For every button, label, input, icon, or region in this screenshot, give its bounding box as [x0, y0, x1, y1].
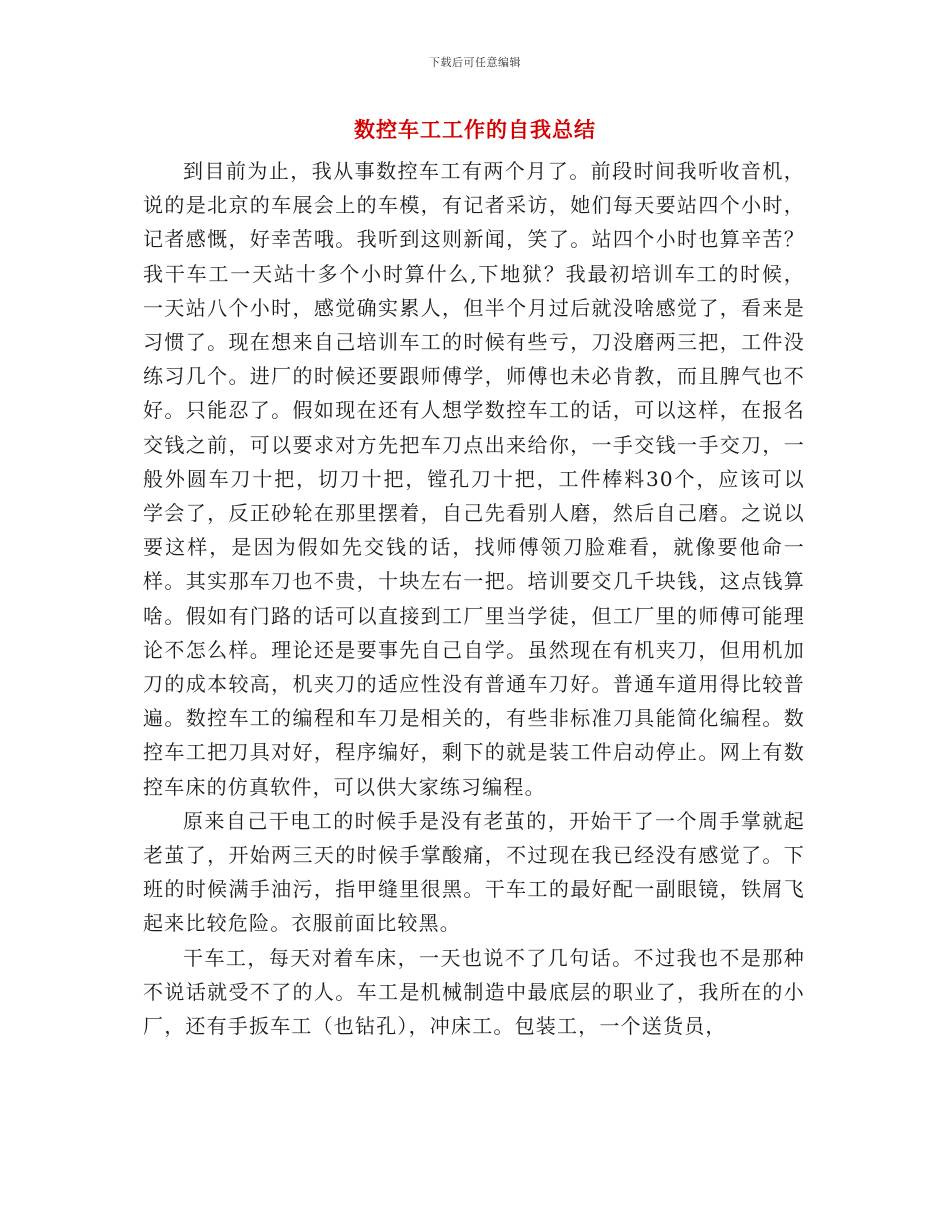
paragraph-1: 到目前为止，我从事数控车工有两个月了。前段时间我听收音机，说的是北京的车展会上的车模，有记者采访，她们每天要站四个小时，记者感慨，好幸苦哦。我听到这则新闻，笑了。站四个小时也算辛苦？我干车工一天站十多个小时算什么,下地狱？我最初培训车工的时候，一天站八个小时，感觉确实累人，但半个月过后就没啥感觉了，看来是习惯了。现在想来自己培训车工的时候有些亏，刀没磨两三把，工件没练习几个。进厂的时候还要跟师傅学，师傅也未必肯教，而且脾气也不好。只能忍了。假如现在还有人想学数控车工的话，可以这样，在报名交钱之前，可以要求对方先把车刀点出来给你，一手交钱一手交刀，一般外圆车刀十把，切刀十把，镗孔刀十把，工件棒料30个，应该可以学会了，反正砂轮在那里摆着，自己先看别人磨，然后自己磨。之说以要这样，是因为假如先交钱的话，找师傅领刀脸难看，就像要他命一样。其实那车刀也不贵，十块左右一把。培训要交几千块钱，这点钱算啥。假如有门路的话可以直接到工厂里当学徒，但工厂里的师傅可能理论不怎么样。理论还是要事先自己自学。虽然现在有机夹刀，但用机加刀的成本较高，机夹刀的适应性没有普通车刀好。普通车道用得比较普遍。数控车工的编程和车刀是相关的，有些非标准刀具能简化编程。数控车工把刀具对好，程序编好，剩下的就是装工件启动停止。网上有数控车床的仿真软件，可以供大家练习编程。	[143, 159, 805, 799]
header-note: 下载后可任意编辑	[429, 56, 521, 69]
document-body	[143, 154, 805, 1043]
paragraph-2: 原来自己干电工的时候手是没有老茧的，开始干了一个周手掌就起老茧了，开始两三天的时候手掌酸痛，不过现在我已经没有感觉了。下班的时候满手油污，指甲缝里很黑。干车工的最好配一副眼镜，铁屑飞起来比较危险。衣服前面比较黑。	[143, 808, 805, 936]
document-title: 数控车工工作的自我总结	[354, 117, 596, 142]
paragraph-3: 干车工，每天对着车床，一天也说不了几句话。不过我也不是那种不说话就受不了的人。车工是机械制造中最底层的职业了，我所在的小厂，还有手扳车工（也钻孔），冲床工。包装工，一个送货员，	[143, 945, 805, 1039]
